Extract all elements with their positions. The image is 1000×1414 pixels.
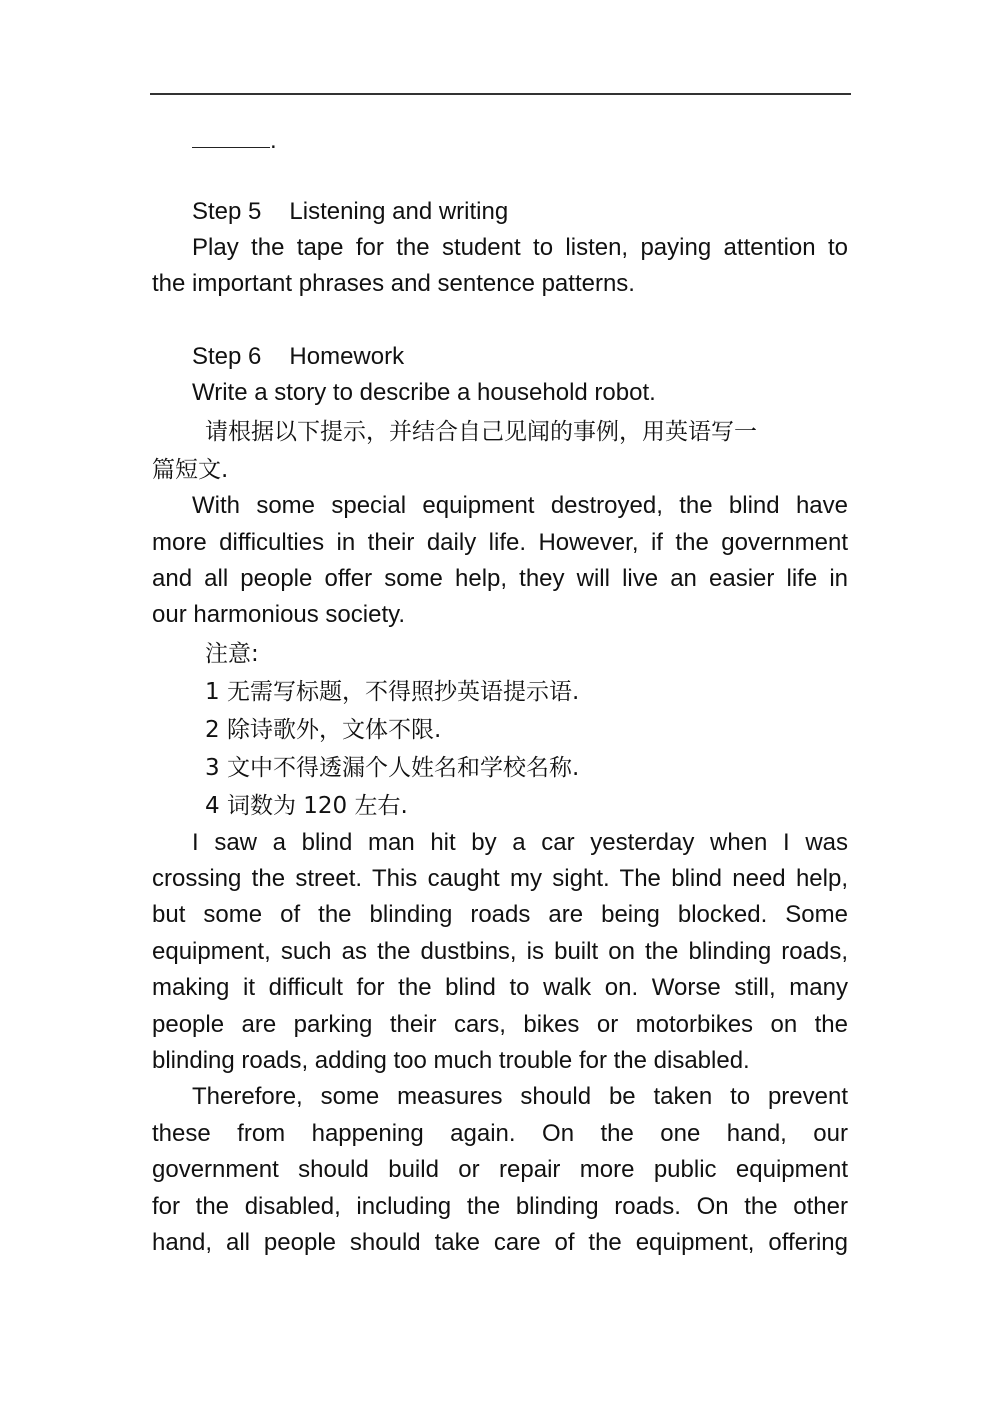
step6-heading (192, 342, 848, 372)
instruction-line: 篇短文. (152, 457, 229, 483)
essay-line: Therefore, some measures should be taken to prevent (192, 1083, 848, 1110)
essay-line: making it difficult for the blind to walk on. Worse still, many (152, 974, 848, 1001)
instruction-line: 请根据以下提示，并结合自己见闻的事例，用英语写一 (205, 419, 757, 445)
essay-line: these from happening again. On the one hand, our (152, 1120, 848, 1147)
note-item: 4 词数为 120 左右. (205, 793, 408, 819)
note-item: 2 除诗歌外，文体不限. (205, 717, 442, 743)
step6-task: Write a story to describe a household robot. (192, 379, 656, 406)
essay-line: hand, all people should take care of the equipment, offering (152, 1229, 848, 1256)
essay-line: government should build or repair more public equipment (152, 1156, 848, 1183)
essay-line: for the disabled, including the blinding roads. On the other (152, 1193, 848, 1220)
step5-heading (192, 197, 848, 227)
step6-title: Homework (289, 343, 405, 370)
essay-line: crossing the street. This caught my sight. The blind need help, (152, 865, 848, 892)
note-item: 3 文中不得透漏个人姓名和学校名称. (205, 755, 580, 781)
essay-line: people are parking their cars, bikes or motorbikes on the (152, 1011, 848, 1038)
prompt-line: and all people offer some help, they will live an easier life in (152, 565, 848, 592)
note-item: 1 无需写标题，不得照抄英语提示语. (205, 679, 580, 705)
essay-line: equipment, such as the dustbins, is built on the blinding roads, (152, 938, 848, 965)
essay-line: I saw a blind man hit by a car yesterday when I was (192, 829, 848, 856)
step5-title: Listening and writing (289, 198, 509, 225)
blank-answer-line (192, 126, 848, 156)
answer-blank (192, 127, 270, 148)
prompt-line: With some special equipment destroyed, the blind have (192, 492, 848, 519)
blank-period: . (270, 127, 277, 154)
essay-line: but some of the blinding roads are being blocked. Some (152, 901, 848, 928)
step5-label: Step 5 (192, 198, 262, 225)
step6-label: Step 6 (192, 343, 262, 370)
step5-text-line: the important phrases and sentence patterns. (152, 270, 635, 297)
step5-text-line: Play the tape for the student to listen, paying attention to (192, 234, 848, 261)
prompt-line: more difficulties in their daily life. However, if the government (152, 529, 848, 556)
prompt-line: our harmonious society. (152, 601, 406, 628)
essay-line: blinding roads, adding too much trouble for the disabled. (152, 1047, 750, 1074)
header-rule (150, 93, 851, 95)
notes-heading: 注意: (205, 641, 259, 667)
